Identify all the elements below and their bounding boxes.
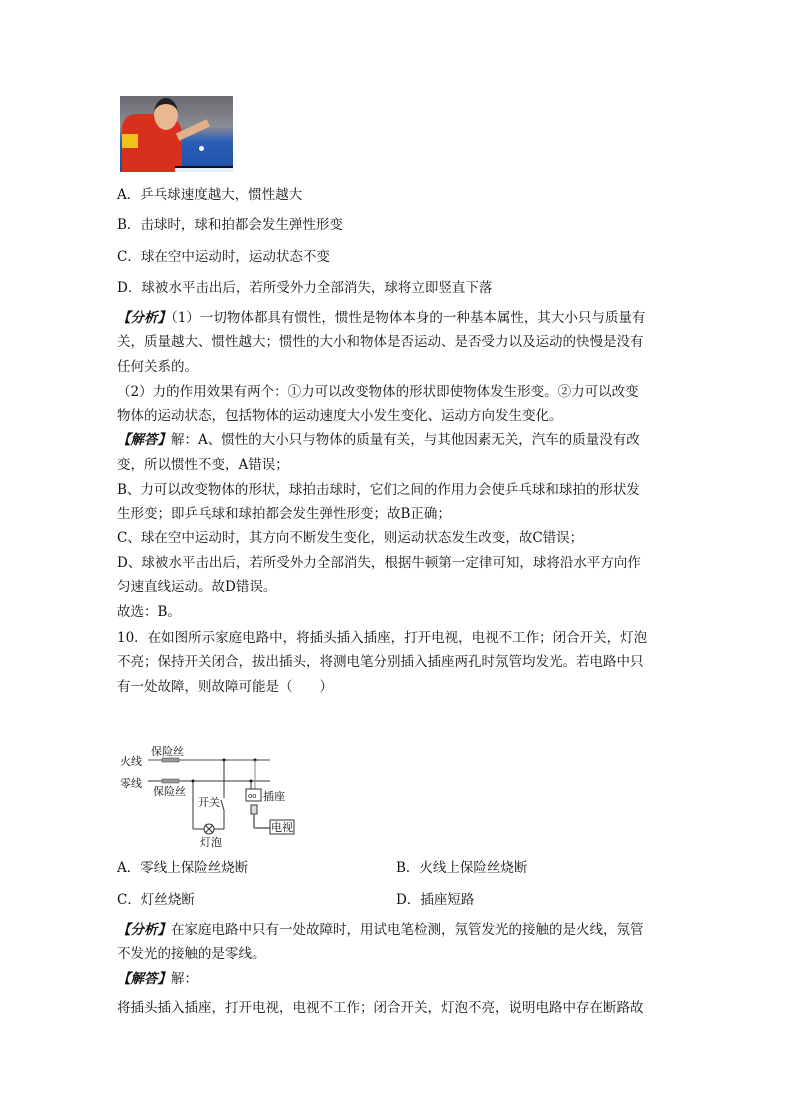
answer-line: 将插头插入插座，打开电视，电视不工作；闭合开关，灯泡不亮，说明电路中存在断路故: [117, 1000, 644, 1016]
option-b: B．火线上保险丝烧断: [396, 860, 528, 876]
plug-icon: [251, 805, 257, 814]
socket-label: 插座: [263, 790, 285, 803]
table-tennis-player-image: [120, 96, 233, 172]
answer-line: 生形变；即乒乓球和球拍都会发生弹性形变；故B正确；: [117, 506, 451, 522]
option-d: D．球被水平击出后，若所受外力全部消失，球将立即竖直下落: [117, 280, 493, 296]
question-stem: 不亮；保持开关闭合，拔出插头，将测电笔分别插入插座两孔时氖管均发光。若电路中只: [117, 654, 644, 670]
analysis-line: 不发光的接触的是零线。: [117, 946, 266, 962]
fuse-label: 保险丝: [153, 785, 186, 798]
option-c: C．灯丝烧断: [117, 892, 195, 908]
answer-tag: 【解答】: [117, 432, 171, 448]
text: 解：A、惯性的大小只与物体的质量有关，与其他因素无关，汽车的质量没有改: [171, 432, 640, 448]
option-b: B．击球时，球和拍都会发生弹性形变: [117, 217, 343, 233]
question-stem: 10．在如图所示家庭电路中，将插头插入插座，打开电视，电视不工作；闭合开关，灯泡: [117, 630, 648, 646]
analysis-tag: 【分析】: [117, 310, 171, 326]
analysis-line: 物体的运动状态，包括物体的运动速度大小发生变化、运动方向发生变化。: [117, 408, 563, 424]
analysis-line: 任何关系的。: [117, 359, 198, 375]
answer-tag: 【解答】: [117, 971, 171, 987]
answer-line: 变，所以惯性不变，A错误；: [117, 457, 289, 473]
switch-icon: [221, 800, 224, 810]
analysis-line: [117, 921, 644, 939]
analysis-tag: 【分析】: [117, 922, 171, 938]
analysis-line: [117, 309, 645, 327]
answer-line: C、球在空中运动时，其方向不断发生变化，则运动状态发生改变，故C错误；: [117, 530, 584, 546]
answer-line: B、力可以改变物体的形状，球拍击球时，它们之间的作用力会使乒乓球和球拍的形状发: [117, 482, 640, 498]
answer-line: 匀速直线运动。故D错误。: [117, 579, 277, 595]
bulb-label: 灯泡: [200, 836, 222, 849]
neutral-wire-label: 零线: [120, 777, 142, 790]
analysis-line: 关，质量越大、惯性越大；惯性的大小和物体是否运动、是否受力以及运动的快慢是没有: [117, 334, 644, 350]
text: 解：: [171, 971, 198, 987]
text: 在家庭电路中只有一处故障时，用试电笔检测，氖管发光的接触的是火线，氖管: [171, 922, 644, 938]
switch-label: 开关: [198, 796, 220, 809]
answer-choice: 故选：B。: [117, 604, 181, 620]
option-a: A．零线上保险丝烧断: [117, 860, 249, 876]
option-a: A．乒乓球速度越大，惯性越大: [117, 187, 303, 203]
option-c: C．球在空中运动时，运动状态不变: [117, 249, 330, 265]
fuse-icon: [162, 779, 179, 783]
fuse-label: 保险丝: [151, 745, 184, 758]
option-d: D．插座短路: [396, 892, 475, 908]
analysis-line: （2）力的作用效果有两个：①力可以改变物体的形状即使物体发生形变。②力可以改变: [117, 384, 639, 400]
answer-line: D、球被水平击出后，若所受外力全部消失，根据牛顿第一定律可知，球将沿水平方向作: [117, 555, 641, 571]
answer-line: [117, 970, 198, 988]
tv-label: 电视: [271, 821, 293, 834]
live-wire-label: 火线: [120, 755, 142, 768]
circuit-diagram: [110, 740, 310, 850]
question-stem: 有一处故障，则故障可能是（ ）: [117, 679, 333, 695]
answer-line: [117, 431, 640, 449]
text: （1）一切物体都具有惯性，惯性是物体本身的一种基本属性，其大小只与质量有: [171, 310, 646, 326]
svg-text:oo: oo: [248, 792, 257, 800]
fuse-icon: [162, 758, 179, 762]
